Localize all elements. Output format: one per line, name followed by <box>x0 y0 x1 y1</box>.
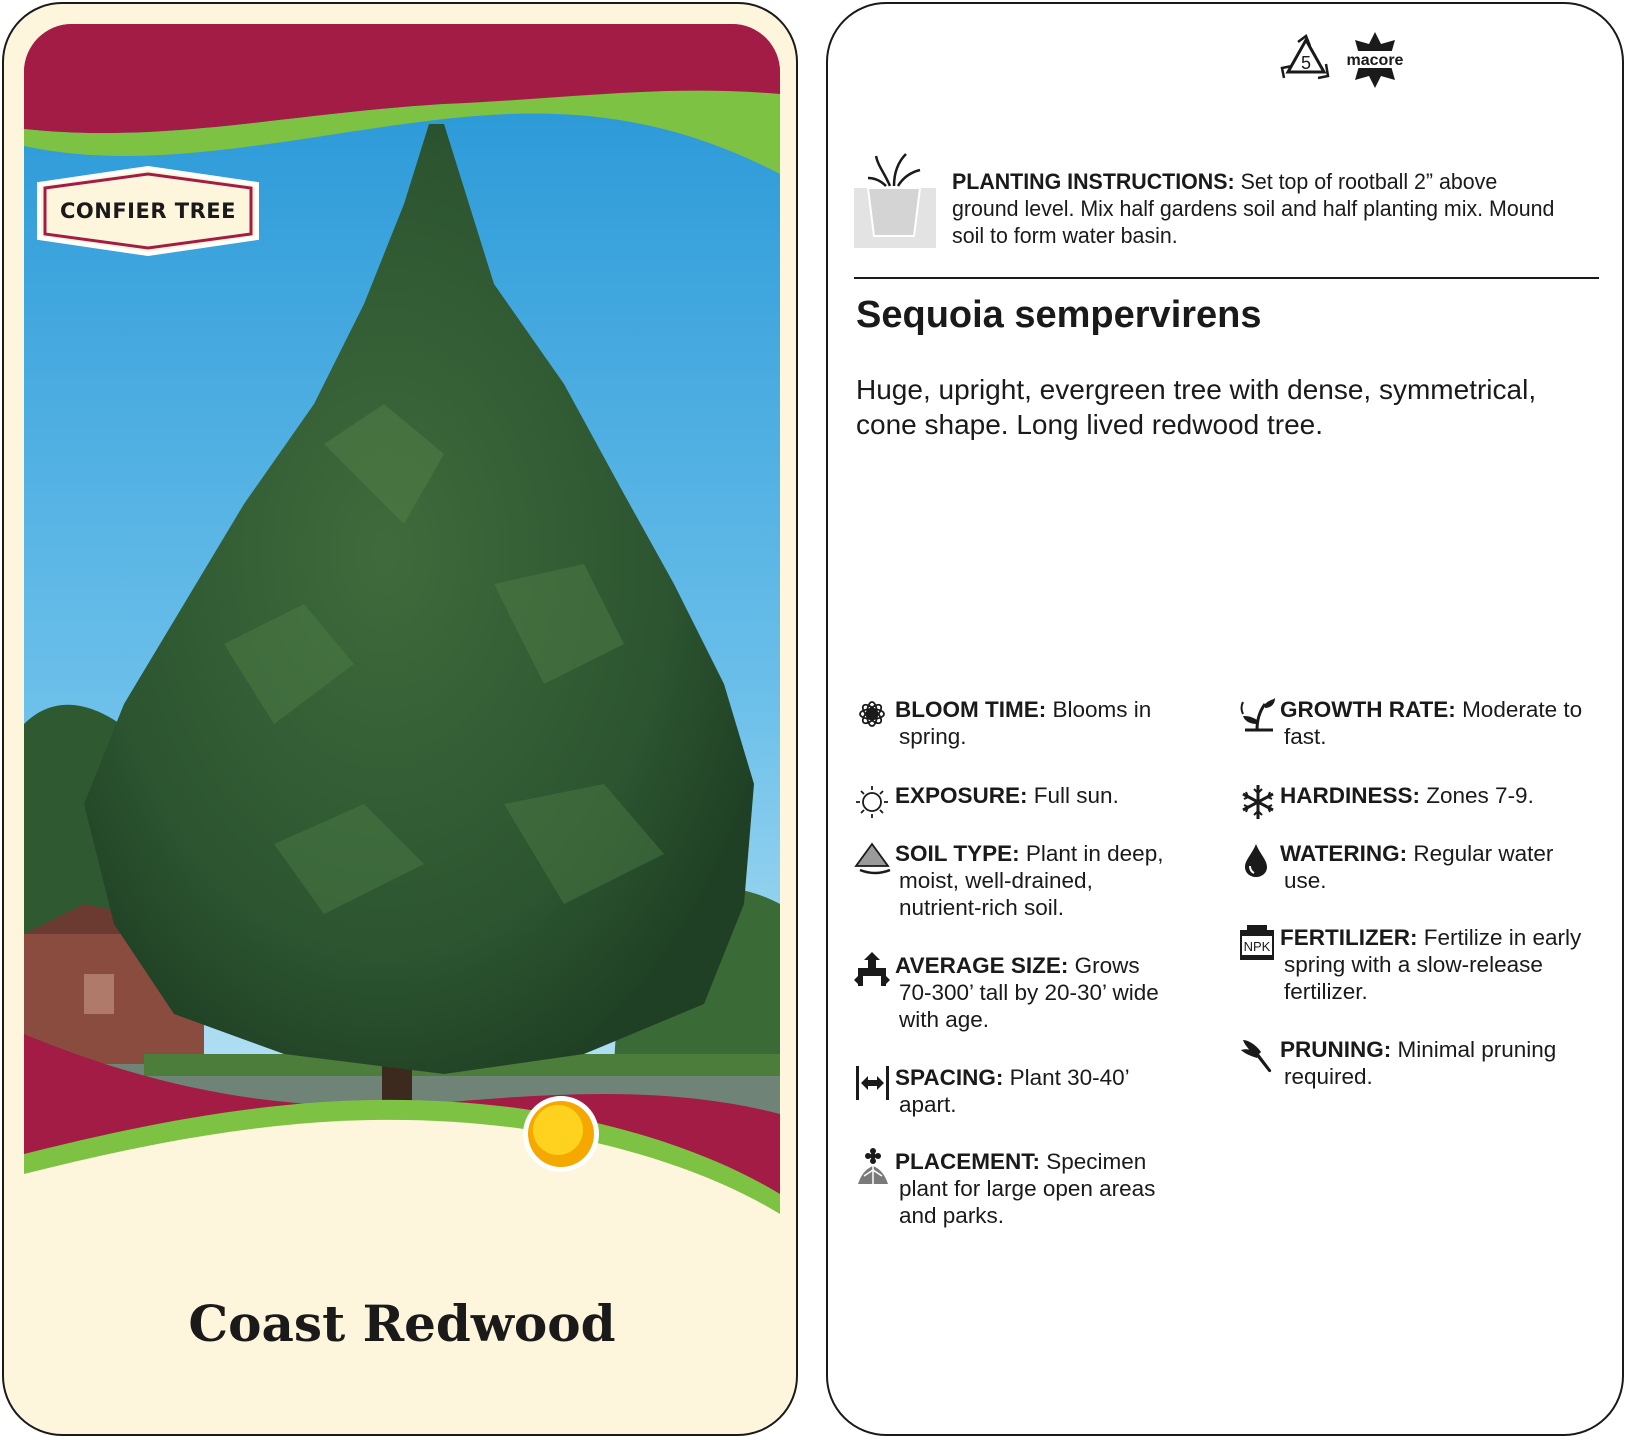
npk-label: NPK <box>1243 939 1271 954</box>
attr-value-cont: with age. <box>899 1007 990 1032</box>
recycle-icon <box>1276 34 1336 94</box>
attr-value-cont: use. <box>1284 868 1327 893</box>
attr-label: BLOOM TIME: <box>895 697 1047 722</box>
attr-value: Zones 7-9. <box>1420 783 1534 808</box>
recycle-number: 5 <box>1300 53 1312 73</box>
attr-value-cont: spring with a slow-release <box>1284 952 1543 977</box>
planting-instructions <box>854 152 1594 272</box>
planting-body: Set top of rootball 2” above ground level. Mix half gardens soil and half planting mix. Mound soil to form water basin. <box>952 169 1555 248</box>
attr-value: Plant 30-40’ <box>1003 1065 1130 1090</box>
attr-value-cont: apart. <box>899 1092 957 1117</box>
attr-watering <box>1239 838 1594 918</box>
pruners-icon <box>1239 1034 1277 1074</box>
attr-value: Fertilize in early <box>1417 925 1582 950</box>
placement-icon <box>854 1146 892 1186</box>
plant-tag-front <box>2 2 798 1436</box>
attr-label: GROWTH RATE: <box>1280 697 1456 722</box>
brand-name: macore <box>1346 52 1404 69</box>
attr-fertilizer <box>1239 922 1594 1002</box>
planting-pot-icon <box>854 152 938 248</box>
attr-label: WATERING: <box>1280 841 1408 866</box>
sun-icon <box>854 780 892 820</box>
npk-icon <box>1239 922 1277 962</box>
plant-description: Huge, upright, evergreen tree with dense, symmetrical, cone shape. Long lived redwood tree. <box>856 374 1537 440</box>
attr-value: Blooms in <box>1046 697 1152 722</box>
attr-value-cont: 70-300’ tall by 20-30’ wide <box>899 980 1159 1005</box>
attr-value-cont: moist, well-drained, <box>899 868 1093 893</box>
water-drop-icon <box>1239 838 1277 878</box>
category-label: CONFIER TREE <box>59 199 236 223</box>
spacing-icon <box>854 1062 892 1102</box>
attr-label: AVERAGE SIZE: <box>895 953 1069 978</box>
flower-icon <box>854 694 892 734</box>
attr-label: PRUNING: <box>1280 1037 1392 1062</box>
attr-value-cont: and parks. <box>899 1203 1005 1228</box>
soil-icon <box>854 838 892 878</box>
attr-value: Full sun. <box>1027 783 1119 808</box>
planting-text <box>952 168 1560 249</box>
attr-value: Minimal pruning <box>1391 1037 1557 1062</box>
macore-logo <box>1340 30 1410 90</box>
attr-label: EXPOSURE: <box>895 783 1028 808</box>
attr-label: FERTILIZER: <box>1280 925 1418 950</box>
plant-tag-back <box>826 2 1624 1436</box>
attr-average-size <box>854 950 1209 1030</box>
attr-value-cont: fast. <box>1284 724 1327 749</box>
attr-spacing <box>854 1062 1209 1142</box>
growth-icon <box>1239 694 1277 734</box>
common-name: Coast Redwood <box>188 1294 616 1353</box>
attr-bloom-time <box>854 694 1209 774</box>
attr-value-cont: plant for large open areas <box>899 1176 1156 1201</box>
attr-value-cont: fertilizer. <box>1284 979 1368 1004</box>
attr-value: Grows <box>1068 953 1140 978</box>
attr-value: Moderate to <box>1455 697 1583 722</box>
attr-label: HARDINESS: <box>1280 783 1421 808</box>
attr-value: Regular water <box>1407 841 1554 866</box>
attr-label: PLACEMENT: <box>895 1149 1040 1174</box>
attr-placement <box>854 1146 1209 1226</box>
full-sun-icon <box>521 1094 601 1174</box>
attr-label: SOIL TYPE: <box>895 841 1020 866</box>
attr-value: Specimen <box>1040 1149 1147 1174</box>
attr-pruning <box>1239 1034 1594 1114</box>
logo-group <box>1276 34 1426 94</box>
attr-value-cont: nutrient-rich soil. <box>899 895 1065 920</box>
attr-value: Plant in deep, <box>1019 841 1164 866</box>
attr-value-cont: spring. <box>899 724 967 749</box>
section-divider <box>854 277 1599 279</box>
attr-label: SPACING: <box>895 1065 1004 1090</box>
attr-soil-type <box>854 838 1209 918</box>
snowflake-icon <box>1239 780 1277 820</box>
attr-value-cont: required. <box>1284 1064 1373 1089</box>
attr-growth-rate <box>1239 694 1594 774</box>
size-icon <box>854 950 892 990</box>
latin-name: Sequoia sempervirens <box>856 294 1262 336</box>
planting-label: PLANTING INSTRUCTIONS: <box>952 169 1235 194</box>
category-badge <box>35 166 261 256</box>
